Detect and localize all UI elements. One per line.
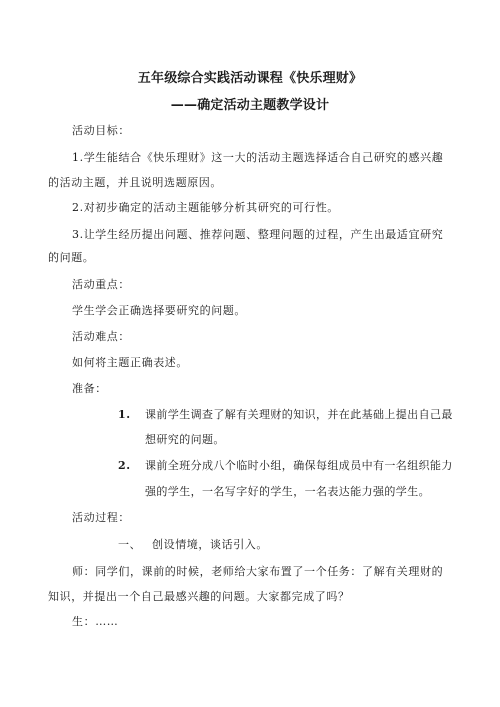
step-1-number: 一、 <box>118 538 142 551</box>
teacher-line-1: 师：同学们，课前的时候，老师给大家布置了一个任务：了解有关理财的 <box>72 565 444 578</box>
objective-3-line-2: 的问题。 <box>48 251 95 264</box>
step-1-text: 创设情境，谈话引入。 <box>152 538 268 551</box>
key-point-text: 学生学会正确选择要研究的问题。 <box>72 304 246 317</box>
preparation-1-line-1: 课前学生调查了解有关理财的知识，并在此基础上提出自己最 <box>145 408 453 421</box>
preparation-2-line-2: 强的学生，一名写字好的学生，一名表达能力强的学生。 <box>145 485 430 498</box>
preparation-1-line-2: 想研究的问题。 <box>145 433 225 446</box>
teacher-line-2: 知识，并提出一个自己最感兴趣的问题。大家都完成了吗？ <box>48 590 350 603</box>
student-line: 生：…… <box>72 615 119 628</box>
objective-3-line-1: 3.让学生经历提出问题、推荐问题、整理问题的过程，产生出最适宜研究 <box>72 228 444 241</box>
objective-2: 2.对初步确定的活动主题能够分析其研究的可行性。 <box>72 201 339 214</box>
difficulty-text: 如何将主题正确表述。 <box>72 356 188 369</box>
objective-1-line-1: 1.学生能结合《快乐理财》这一大的活动主题选择适合自己研究的感兴趣 <box>72 151 444 164</box>
preparation-1-number: 1. <box>118 408 131 421</box>
key-point-heading: 活动重点： <box>72 278 130 291</box>
document-title: 五年级综合实践活动课程《快乐理财》 <box>137 71 363 86</box>
process-heading: 活动过程： <box>72 511 130 524</box>
objective-1-line-2: 的活动主题，并且说明选题原因。 <box>48 176 222 189</box>
preparation-2-number: 2. <box>118 459 131 472</box>
preparation-2-line-1: 课前全班分成八个临时小组，确保每组成员中有一名组织能力 <box>145 459 453 472</box>
objectives-heading: 活动目标： <box>72 124 130 137</box>
difficulty-heading: 活动难点： <box>72 330 130 343</box>
preparation-heading: 准备： <box>72 382 107 395</box>
document-subtitle: ——确定活动主题教学设计 <box>170 98 330 113</box>
